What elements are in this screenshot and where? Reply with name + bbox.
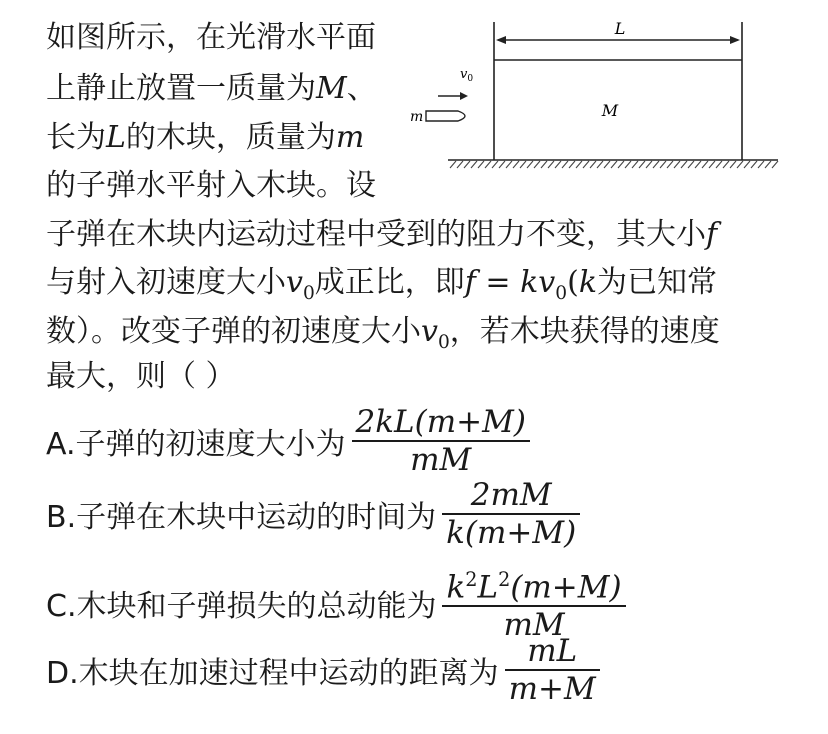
stem-text: 、 — [346, 71, 377, 106]
stem-text: ，若木块获得的速度 — [449, 314, 720, 349]
stem-line-8 — [46, 357, 236, 397]
option-c-fraction — [442, 562, 625, 643]
velocity-arrowhead — [460, 92, 468, 100]
stem-line-6 — [46, 263, 717, 314]
hatch-mark — [716, 161, 722, 168]
option-b[interactable] — [46, 477, 580, 551]
hatch-mark — [590, 161, 596, 168]
equation-f-kv0: $f = kv_0(k$ — [464, 265, 597, 304]
hatch-mark — [457, 161, 463, 168]
dimension-arrowhead-right — [730, 36, 740, 44]
option-a-label: A.子弹的初速度大小为 — [46, 427, 346, 462]
hatch-mark — [520, 161, 526, 168]
v0-symbol: $v_0$ — [286, 265, 315, 304]
hatch-mark — [737, 161, 743, 168]
mass-m-symbol: m — [335, 120, 365, 155]
stem-line-2 — [46, 69, 377, 109]
option-a-fraction — [352, 404, 530, 478]
option-d-fraction — [505, 633, 600, 707]
option-b-label: B.子弹在木块中运动的时间为 — [46, 500, 437, 535]
option-a[interactable] — [46, 404, 530, 478]
velocity-label: $v_0$ — [460, 67, 474, 84]
hatch-mark — [702, 161, 708, 168]
force-f-symbol: f — [706, 217, 718, 252]
hatch-mark — [541, 161, 547, 168]
hatch-mark — [695, 161, 701, 168]
fraction-denominator: mM — [410, 442, 472, 478]
length-L-symbol: L — [106, 120, 126, 155]
length-label: L — [614, 19, 626, 38]
hatch-mark — [471, 161, 477, 168]
hatch-mark — [611, 161, 617, 168]
block-mass-label: M — [601, 101, 619, 120]
stem-text: 与射入初速度大小 — [46, 265, 286, 300]
hatch-mark — [723, 161, 729, 168]
bullet-mass-label: m — [410, 109, 424, 125]
hatch-mark — [450, 161, 456, 168]
mass-M-symbol: M — [316, 71, 347, 106]
hatch-mark — [632, 161, 638, 168]
hatch-mark — [667, 161, 673, 168]
stem-line-5 — [46, 215, 717, 255]
hatch-mark — [597, 161, 603, 168]
bullet-shape — [426, 111, 465, 121]
hatch-mark — [744, 161, 750, 168]
hatch-mark — [492, 161, 498, 168]
hatch-mark — [653, 161, 659, 168]
option-d[interactable] — [46, 633, 600, 707]
hatch-mark — [548, 161, 554, 168]
option-c-label: C.木块和子弹损失的总动能为 — [46, 588, 437, 624]
stem-text: 数）。改变子弹的初速度大小 — [46, 314, 421, 349]
hatch-mark — [660, 161, 666, 168]
stem-text: 上静止放置一质量为 — [46, 71, 316, 106]
ground-hatching — [450, 161, 778, 168]
option-d-label: D.木块在加速过程中运动的距离为 — [46, 656, 499, 691]
stem-text: 的子弹水平射入木块。设 — [46, 168, 376, 203]
hatch-mark — [688, 161, 694, 168]
fraction-numerator: mL — [527, 633, 578, 669]
hatch-mark — [569, 161, 575, 168]
stem-text: 长为 — [46, 120, 106, 155]
hatch-mark — [639, 161, 645, 168]
fraction-numerator: $k^2L^2(m+M)$ — [446, 568, 622, 606]
option-b-fraction — [442, 477, 580, 551]
hatch-mark — [562, 161, 568, 168]
v0-symbol: $v_0$ — [421, 314, 450, 353]
fraction-denominator: m+M — [508, 671, 596, 707]
dimension-arrowhead-left — [496, 36, 506, 44]
stem-text: 的木块，质量为 — [125, 120, 336, 155]
stem-text: 最大，则（ ） — [46, 359, 236, 394]
fraction-denominator: k(m+M) — [446, 515, 577, 551]
hatch-mark — [464, 161, 470, 168]
hatch-mark — [513, 161, 519, 168]
hatch-mark — [583, 161, 589, 168]
hatch-mark — [730, 161, 736, 168]
hatch-mark — [576, 161, 582, 168]
hatch-mark — [674, 161, 680, 168]
hatch-mark — [478, 161, 484, 168]
hatch-mark — [618, 161, 624, 168]
stem-line-1 — [46, 18, 376, 58]
fraction-numerator: 2mM — [470, 477, 552, 513]
hatch-mark — [758, 161, 764, 168]
hatch-mark — [709, 161, 715, 168]
hatch-mark — [765, 161, 771, 168]
hatch-mark — [485, 161, 491, 168]
fraction-denominator: mM — [503, 607, 565, 644]
hatch-mark — [506, 161, 512, 168]
hatch-mark — [646, 161, 652, 168]
physics-figure — [408, 14, 782, 174]
hatch-mark — [751, 161, 757, 168]
stem-line-7 — [46, 312, 720, 363]
hatch-mark — [625, 161, 631, 168]
fraction-numerator: 2kL(m+M) — [355, 404, 526, 440]
option-c[interactable] — [46, 562, 626, 643]
hatch-mark — [499, 161, 505, 168]
stem-line-3 — [46, 118, 364, 158]
stem-text: 子弹在木块内运动过程中受到的阻力不变，其大小 — [46, 217, 706, 252]
stem-text: 如图所示，在光滑水平面 — [46, 20, 376, 55]
stem-text: 为已知常 — [597, 265, 717, 300]
hatch-mark — [527, 161, 533, 168]
hatch-mark — [681, 161, 687, 168]
hatch-mark — [534, 161, 540, 168]
bullet-block-diagram — [408, 14, 782, 174]
hatch-mark — [772, 161, 778, 168]
hatch-mark — [555, 161, 561, 168]
stem-line-4 — [46, 166, 376, 206]
hatch-mark — [604, 161, 610, 168]
stem-text: 成正比，即 — [314, 265, 465, 300]
